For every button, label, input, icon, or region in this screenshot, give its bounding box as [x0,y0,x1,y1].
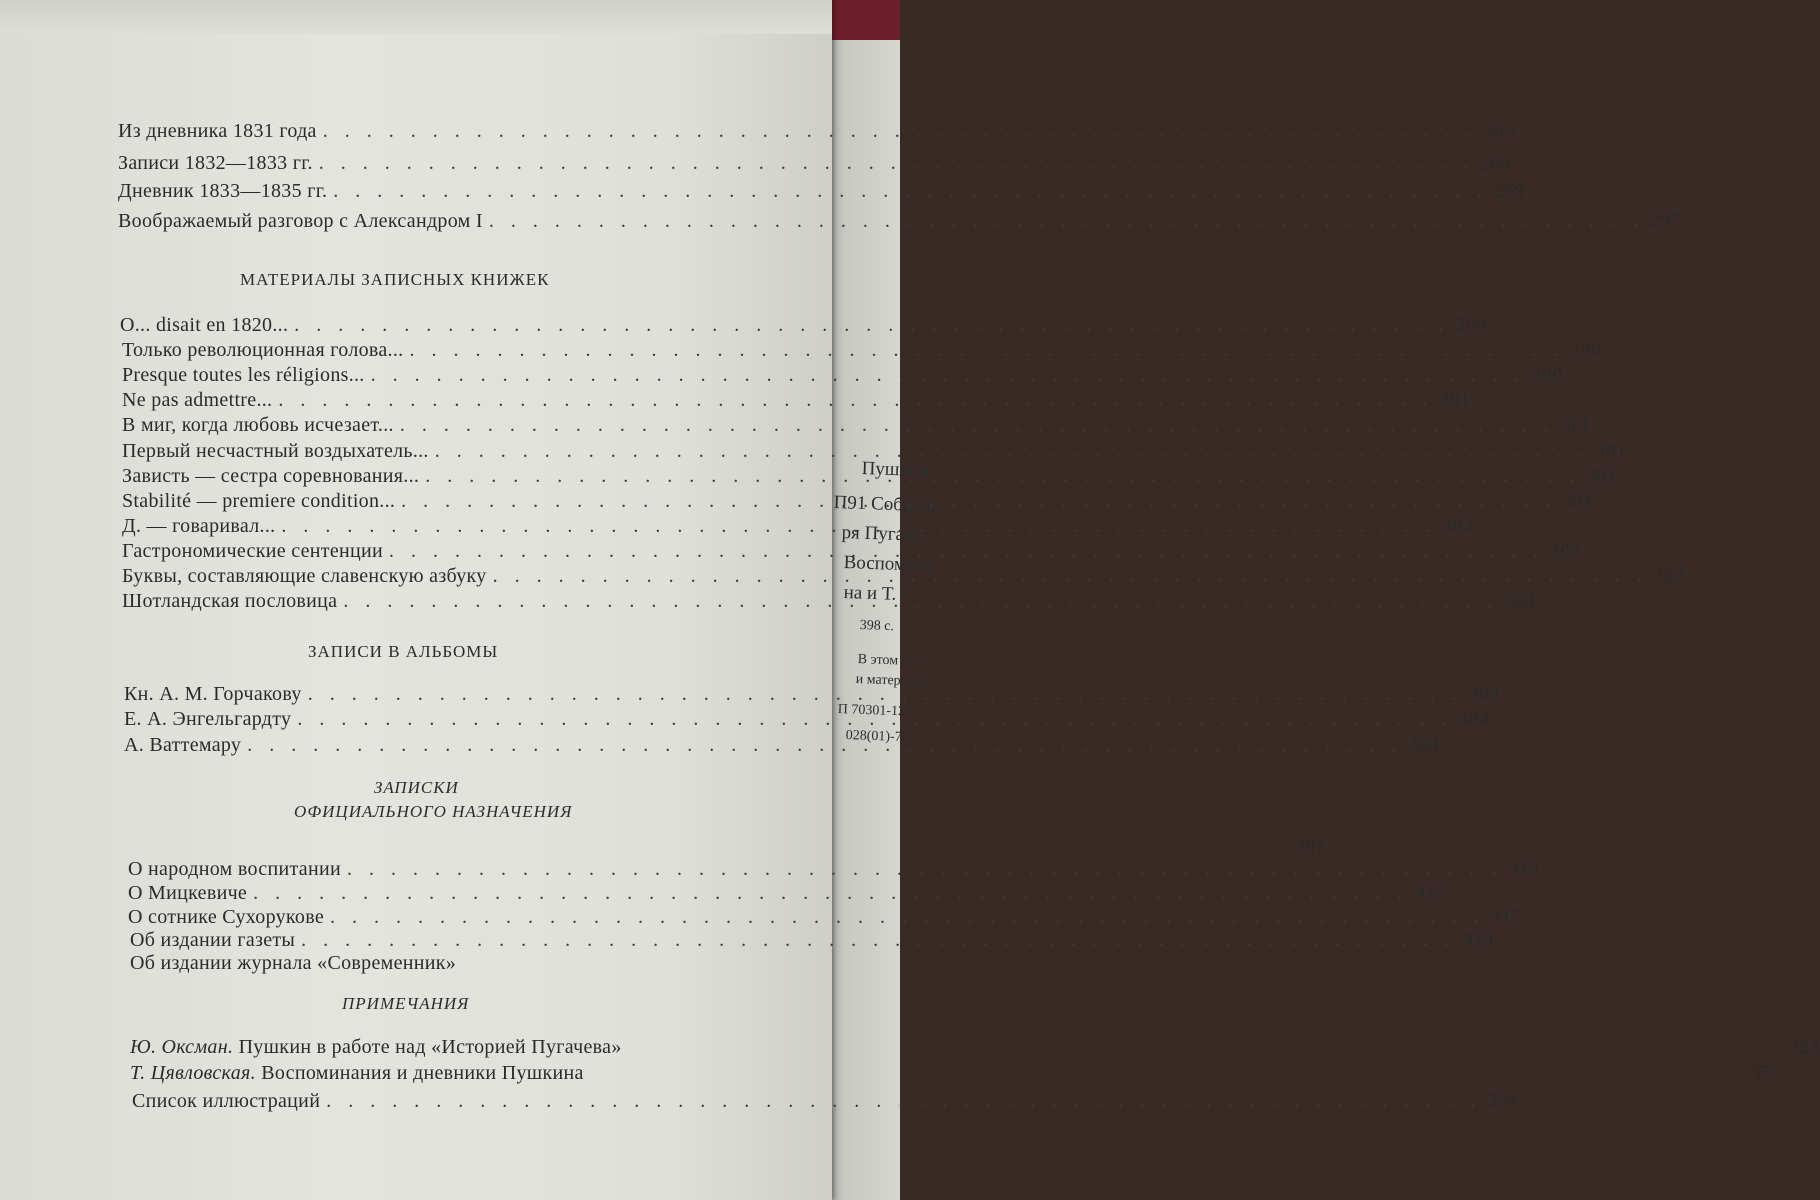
toc-entry-title: О... disait en 1820... [120,314,289,336]
toc-entry-title [130,1062,584,1085]
toc-entry [122,364,1563,387]
side-text-line: Пушкин [861,458,930,482]
toc-entry-title: Об издании журнала «Современник» [130,952,457,974]
toc-entry-title: Дневник 1833—1835 гг. [118,180,328,202]
toc-entry-page: 299 [1455,314,1487,336]
side-text-line: на и Т. Г. [843,582,916,606]
toc-entry [128,906,1522,929]
dot-leader [493,565,1648,588]
toc-entry-author: Ю. Оксман. [130,1036,234,1058]
dot-leader [343,590,1498,613]
toc-entry-title: Гастрономические сентенции [122,540,384,562]
toc-entry-title: Ne pas admettre... [122,389,273,411]
dot-leader [253,882,1408,905]
toc-entry [118,152,1511,175]
toc-entry-page: 301 [1439,389,1471,411]
toc-entry-work: Пушкин в работе над «Историей Пугачева» [238,1036,622,1058]
toc-entry [120,314,1487,337]
dot-leader [319,152,1474,175]
toc-entry-page: 304 [1458,708,1490,730]
toc-entry-page: 301 [1562,490,1594,512]
toc-entry-title: Только революционная голова... [122,339,404,361]
toc-entry-title: Первый несчастный воздыхатель... [122,440,429,462]
dot-leader [347,858,1502,881]
toc-entry-page: 269 [1479,152,1511,174]
toc-entry [118,210,1681,233]
toc-entry-title: Presque toutes les réligions... [122,364,365,386]
toc-entry-title: Записи 1832—1833 гг. [118,152,313,174]
toc-entry-title: Stabilité — premiere condition... [122,490,396,512]
dot-leader [278,389,1433,412]
toc-entry-page: 269 [1494,180,1526,202]
toc-entry-page: 394 [1487,1090,1519,1112]
section-heading: ПРИМЕЧАНИЯ [342,994,470,1013]
toc-entry-page: 297 [1649,210,1681,232]
toc-entry [130,929,1494,952]
dot-leader [400,414,1555,437]
section-heading: ЗАПИСИ В АЛЬБОМЫ [308,642,499,661]
toc-entry-title [132,1090,320,1113]
toc-entry-page: 315 [1414,882,1446,904]
side-text-fragment: Собрани [870,493,942,517]
dot-leader [425,465,1580,488]
toc-entry-page: 307 [1295,836,1326,858]
side-text-line: 028(01)-76 [845,728,909,746]
toc-entry-page: 300 [1531,364,1563,386]
toc-entry-title: Е. А. Энгельгардту [124,708,292,730]
side-text-line: В этом вол [857,652,923,670]
toc-entry-title: Буквы, составляющие славенскую азбуку [122,565,487,587]
side-text-line: Воспомина [843,552,936,577]
side-text-line: П 70301-120 [837,702,913,720]
toc-entry-title: Шотландская пословица [122,590,338,612]
dot-leader [323,120,1478,143]
toc-entry-page: 319 [1462,929,1494,951]
toc-entry-title: О сотнике Сухорукове [128,906,325,928]
toc-entry-page: 265 [1483,120,1515,142]
toc-entry-work: Воспоминания и дневники Пушкина [261,1062,584,1084]
toc-entry-page: 304 [1468,683,1500,705]
side-text-line: ря Пугаче [841,522,922,546]
dot-leader [435,440,1590,463]
toc-entry-page: 301 [1586,465,1618,487]
toc-entry-page: 313 [1507,858,1539,880]
toc-entry [122,440,1627,463]
toc-entry-work: Список иллюстраций [132,1090,321,1112]
toc-entry [130,1036,1820,1059]
toc-entry [122,414,1592,437]
toc-entry-title: Воображаемый разговор с Александром I [118,210,483,232]
toc-entry [122,389,1471,412]
side-text-line: и материалы, [855,672,935,690]
toc-entry-page: 355 [1750,1062,1782,1084]
toc-entry [122,540,1581,563]
side-text-prefix: П91 [833,492,867,515]
dot-leader [326,1090,1481,1113]
toc-entry-page: 302 [1653,565,1685,587]
toc-entry [118,120,1515,143]
toc-entry [122,339,1602,362]
toc-entry-title [130,1036,622,1059]
toc-entry-page: 304 [1408,734,1440,756]
toc-entry-page: 302 [1550,540,1581,562]
toc-entry-page: 301 [1560,414,1592,436]
dot-leader [301,929,1456,952]
toc-entry-page: 299 [1570,339,1602,361]
dot-leader [294,314,1449,337]
dot-leader [308,683,1463,706]
section-heading: ЗАПИСКИ [374,778,459,797]
toc-entry-title: О народном воспитании [128,858,341,880]
toc-entry [124,683,1500,706]
toc-entry-author: Т. Цявловская. [130,1062,256,1084]
toc-entry-title: Об издании газеты [130,929,296,951]
dot-leader [297,708,1452,731]
toc-entry-page: 323 [1788,1036,1820,1058]
side-text-line: 398 с. [859,618,895,635]
toc-entry-page: 303 [1504,590,1536,612]
toc-entry [128,858,1539,881]
section-heading: МАТЕРИАЛЫ ЗАПИСНЫХ КНИЖЕК [240,270,550,289]
toc-entry [128,836,1326,859]
toc-entry-title: Кн. А. М. Горчакову [124,683,302,705]
dot-leader [389,540,1544,563]
dot-leader [401,490,1556,513]
toc-entry [128,882,1446,905]
toc-entry-title: Из дневника 1831 года [118,120,317,142]
book-cover-edge [832,0,900,40]
toc-entry-page: 317 [1491,906,1522,928]
toc-entry [130,1062,1782,1085]
toc-entry [132,1090,1519,1113]
toc-entry-title: В миг, когда любовь исчезает... [122,414,394,436]
dot-leader [489,210,1644,233]
toc-entry-title: Д. — говаривал... [122,515,276,537]
toc-entry-page: 301 [1595,440,1627,462]
toc-entry [130,952,740,975]
section-subheading: ОФИЦИАЛЬНОГО НАЗНАЧЕНИЯ [294,802,573,821]
dot-leader [371,364,1526,387]
toc-entry [118,180,1526,203]
toc-entry [122,565,1685,588]
toc-entry-title: Зависть — сестра соревнования... [122,465,420,487]
toc-entry-title: О Мицкевиче [128,882,248,904]
dot-leader [247,734,1402,757]
dot-leader [409,339,1564,362]
toc-entry-title: А. Ваттемару [124,734,242,756]
dot-leader [330,906,1485,929]
dot-leader [333,180,1488,203]
toc-entry-page: 302 [1442,515,1474,537]
dot-leader [281,515,1436,538]
